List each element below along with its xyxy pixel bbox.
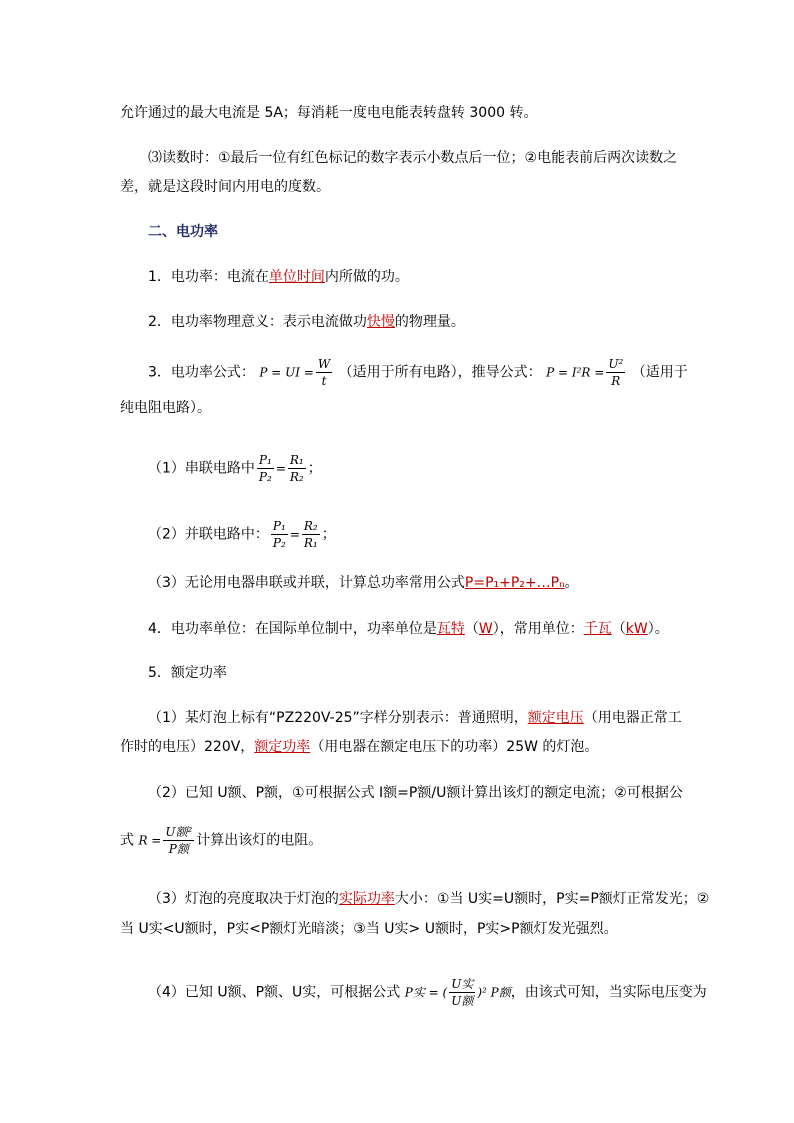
fraction: $\frac{\text{P₁}}{\text{P₂}}$ bbox=[258, 453, 272, 484]
fraction: $\frac{\text{P₁}}{\text{P₂}}$ bbox=[272, 519, 286, 550]
underlined-term: 单位时间 bbox=[268, 269, 325, 285]
fraction: $\frac{\text{U额²}}{\text{P额}}$ bbox=[165, 825, 193, 856]
item-1-definition: 1．电功率：电流在单位时间内所做的功。 bbox=[148, 269, 409, 285]
fraction: $\frac{\text{R₁}}{\text{R₂}}$ bbox=[289, 453, 304, 484]
rated-2b: 式 R = $\frac{\text{U额²}}{\text{P额}}$ 计算出该灯的电阻。 bbox=[120, 825, 323, 856]
item-5-heading: 5．额定功率 bbox=[148, 665, 227, 681]
paragraph-reading-1: ⑶读数时：①最后一位有红色标记的数字表示小数点后一位；②电能表前后两次读数之 bbox=[148, 150, 678, 166]
item-4-units: 4．电功率单位：在国际单位制中，功率单位是瓦特（W），常用单位：千瓦（kW）。 bbox=[148, 621, 669, 637]
item-3-formula: 3．电功率公式： P = UI = $\frac{W}{t}$ （适用于所有电路），推导公式： P = I²R = $\frac{\text{U²}}{R}$ （适用于 bbox=[148, 357, 688, 388]
section-heading: 二、电功率 bbox=[148, 224, 218, 240]
fraction: $\frac{\text{R₂}}{\text{R₁}}$ bbox=[303, 519, 318, 550]
rated-2a: （2）已知 U额、P额，①可根据公式 I额=P额/U额计算出该灯的额定电流；②可根据公 bbox=[148, 785, 683, 801]
item-2-meaning: 2．电功率物理意义：表示电流做功快慢的物理量。 bbox=[148, 314, 465, 330]
rated-3a: （3）灯泡的亮度取决于灯泡的实际功率大小：①当 U实=U额时，P实=P额灯正常发光；② bbox=[148, 891, 710, 907]
underlined-formula: P=P₁+P₂+…Pₙ bbox=[464, 575, 565, 591]
paragraph-meter-current: 允许通过的最大电流是 5A；每消耗一度电电能表转盘转 3000 转。 bbox=[120, 105, 538, 121]
fraction: $\frac{\text{U实}}{\text{U额}}$ bbox=[451, 977, 474, 1008]
rated-3b: 当 U实<U额时，P实<P额灯光暗淡；③当 U实> U额时，P实>P额灯发光强烈。 bbox=[120, 921, 618, 937]
rated-1b: 作时的电压）220V，额定功率（用电器在额定电压下的功率）25W 的灯泡。 bbox=[120, 739, 599, 755]
underlined-term: 快慢 bbox=[366, 314, 395, 330]
fraction: $\frac{\text{U²}}{R}$ bbox=[608, 357, 624, 388]
rated-4a: （4）已知 U额、P额、U实，可根据公式 P实 = ( $\frac{\text{U实}}{\text{U额}}$ )² P额，由该式可知，当实际电压变为 bbox=[148, 977, 707, 1008]
item-3-formula-cont: 纯电阻电路）。 bbox=[120, 400, 211, 416]
fraction: $\frac{W}{t}$ bbox=[317, 357, 331, 388]
total-power: （3）无论用电器串联或并联，计算总功率常用公式P=P₁+P₂+…Pₙ。 bbox=[148, 575, 579, 591]
series-ratio: （1）串联电路中 $\frac{\text{P₁}}{\text{P₂}}$ = $\frac{\text{R₁}}{\text{R₂}}$ ； bbox=[148, 453, 322, 484]
paragraph-reading-2: 差，就是这段时间内用电的度数。 bbox=[120, 179, 330, 195]
parallel-ratio: （2）并联电路中： $\frac{\text{P₁}}{\text{P₂}}$ = $\frac{\text{R₂}}{\text{R₁}}$ ； bbox=[148, 519, 336, 550]
rated-1a: （1）某灯泡上标有“PZ220V-25”字样分别表示：普通照明，额定电压（用电器正常工 bbox=[148, 710, 682, 726]
